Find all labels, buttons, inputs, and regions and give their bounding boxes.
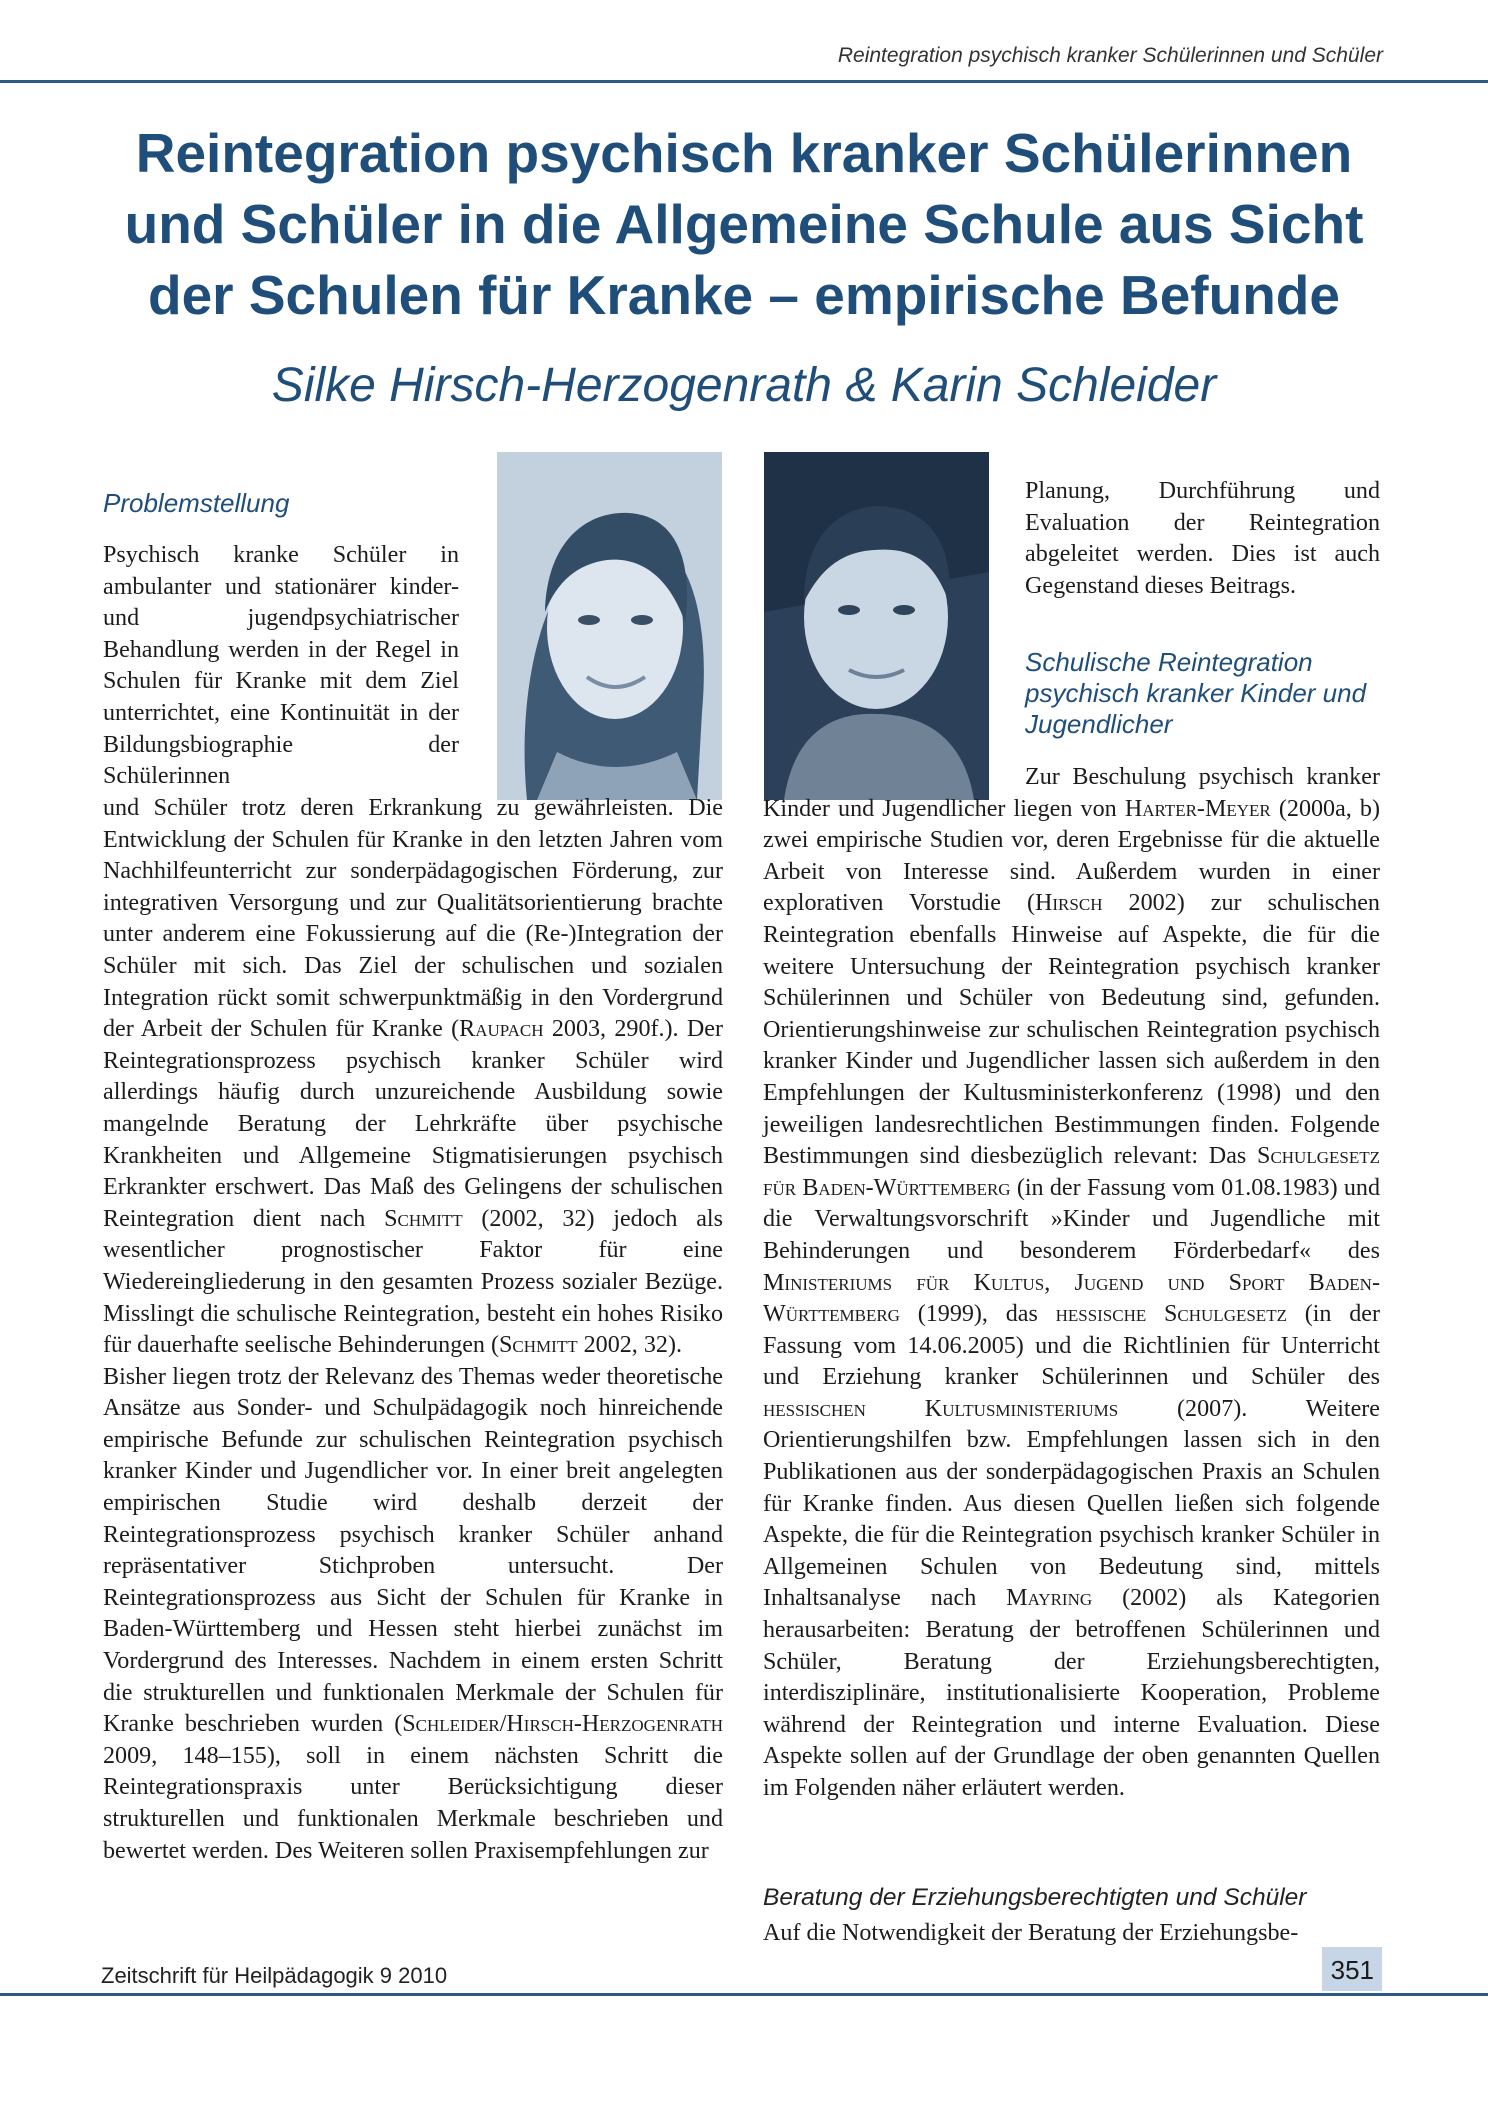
text-run: (2007). Weitere Orientierungshilfen bzw. Empfehlungen lassen sich in den Publikationen aus der sonderpädagogischen Praxis an Schulen für Kranke finden. Aus diesen Quellen ließen sich folgende Aspekte, die für die Reintegration psychisch kranker Schüler in Allgemeinen Schulen von Bedeutung sind, mittels Inhaltsanalyse nach <box>763 1395 1380 1612</box>
paragraph: Planung, Durchführung und Evaluation der Reintegration abgeleitet werden. Dies ist auch Gegenstand dieses Beitrags. <box>1025 478 1380 599</box>
section-heading-problemstellung: Problemstellung <box>103 488 290 518</box>
text-run: und Schüler trotz deren Erkrankung zu gewährleisten. Die Entwicklung der Schulen für Kranke in den letzten Jahren vom Nachhilfeunterricht zur sonderpädagogischen Förderung, zur integrativen Versorgung und zur Qualitätsorientierung brachte unter anderem eine Fokussierung auf die (Re-)Integration der Schüler mit sich. Das Ziel der schulischen und sozialen Integration rückt somit schwerpunktmäßig in den Vordergrund der Arbeit der Schulen für Kranke ( <box>103 795 723 1043</box>
title-line: der Schulen für Kranke – empirische Befunde <box>147 264 1340 326</box>
title-line: Reintegration psychisch kranker Schülerinnen <box>135 122 1353 184</box>
text-run: Bisher liegen trotz der Relevanz des Themas weder theoretische Ansätze aus Sonder- und Schulpädagogik noch hinreichende empirische Befunde zur schulischen Reintegration psychisch kranker Kinder und Jugendlicher vor. In einer breit angelegten empirischen Studie wird deshalb derzeit der Reintegrationsprozess psychisch kranker Schüler anhand repräsentativer Stichproben untersucht. Der Reintegrationsprozess aus Sicht der Schulen für Kranke in Baden-Württemberg und Hessen steht hierbei zunächst im Vordergrund des Interesses. Nachdem in einem ersten Schritt die strukturellen und funktionalen Merkmale der Schulen für Kranke beschrieben wurden ( <box>103 1363 723 1738</box>
text-run: (in der Fassung vom 14.06.2005) und die Richtlinien für Unterricht und Erziehung kranker Schülerinnen und Schüler des <box>763 1301 1380 1391</box>
author-photo-hirsch-herzogenrath <box>497 452 722 800</box>
citation: Mayring <box>1006 1585 1093 1612</box>
heading-line: Schulische Reintegration <box>1025 647 1313 677</box>
citation: Hirsch <box>1035 890 1103 917</box>
footer-rule <box>0 1993 1488 1996</box>
citation: Schmitt <box>499 1332 578 1359</box>
paragraph: Auf die Notwendigkeit der Beratung der Erziehungsbe- <box>763 1920 1299 1946</box>
paragraph <box>763 762 1380 1805</box>
heading-line: psychisch kranker Kinder und <box>1025 678 1367 708</box>
text-run: 2002) zur schulischen Reintegration ebenfalls Hinweise auf Aspekte, die für die weitere Untersuchung der Reintegration psychisch kranker Schülerinnen und Schüler von Bedeutung sind, gefunden. Orientierungshinweise zur schulischen Reintegration psychisch kranker Kinder und Jugendlicher lassen sich außerdem in den Empfehlungen der Kultusministerkonferenz (1998) und den jeweiligen landesrechtlichen Bestimmungen finden. Folgende Bestimmungen sind diesbezüglich relevant: Das <box>763 890 1380 1170</box>
citation: Harter-Meyer <box>1124 795 1271 822</box>
citation: hessische Schulgesetz <box>1055 1301 1287 1328</box>
text-run: (in der Fassung vom 01.08.1983) und die Verwaltungsvorschrift »Kinder und Jugendliche mit Behinderungen und besonderem Förderbedarf« des <box>763 1174 1380 1264</box>
text-run: (2002, 32) jedoch als wesentlicher prognostischer Faktor für eine Wiedereingliederung in den gesamten Prozess sozialer Bezüge. Misslingt die schulische Reintegration, besteht ein hohes Risiko für dauerhafte seelische Behinderungen ( <box>103 1205 724 1359</box>
citation: Schulgesetz für Baden-Württemberg <box>763 1143 1380 1201</box>
citation: Schleider/Hirsch-Herzogenrath <box>402 1711 723 1738</box>
paragraph <box>103 793 723 1362</box>
text-run: (2000a, b) zwei empirische Studien vor, deren Ergebnisse für die aktuelle Arbeit von Interesse sind. Außerdem wurden in einer explorativen Vorstudie ( <box>763 795 1381 917</box>
paragraph <box>103 1362 723 1868</box>
col2-last-line <box>763 1918 1380 1950</box>
running-head: Reintegration psychisch kranker Schülerinnen und Schüler <box>837 44 1383 67</box>
citation: Schmitt <box>384 1205 463 1232</box>
text-run: Zur Beschulung psychisch kranker Kinder und Jugendlicher liegen von <box>763 764 1380 822</box>
section-heading-schulische-reintegration <box>1025 647 1366 740</box>
title-line: und Schüler in die Allgemeine Schule aus Sicht <box>124 193 1364 255</box>
paragraph: Psychisch kranke Schüler in ambulanter und stationärer kinder- und jugendpsychiatrischer Behandlung werden in der Regel in Schulen für Kranke mit dem Ziel unterrichtet, eine Kontinuität in der Bildungsbiographie der Schülerinnen <box>103 542 459 790</box>
col1-main-text <box>103 793 723 1867</box>
col2-main-text <box>763 762 1380 1805</box>
text-run: 2002, 32). <box>577 1332 682 1359</box>
journal-footer: Zeitschrift für Heilpädagogik 9 2010 <box>101 1963 448 1988</box>
authors: Silke Hirsch-Herzogenrath & Karin Schleider <box>271 359 1217 412</box>
col1-intro-text <box>103 540 459 793</box>
text-run: 2003, 290f.). Der Reintegrationsprozess psychisch kranker Schüler wird allerdings häufig durch unzureichende Ausbildung sowie mangelnde Beratung der Lehrkräfte über psychische Krankheiten und Allgemeine Stigmatisierungen psychisch Erkrankter erschwert. Das Maß des Gelingens der schulischen Reintegration dient nach <box>103 1016 723 1232</box>
citation: Raupach <box>459 1016 544 1043</box>
author-photo-schleider <box>764 452 989 800</box>
text-run: (1999), das <box>899 1301 1056 1328</box>
text-run: 2009, 148–155), soll in einem nächsten Schritt die Reintegrationspraxis unter Berücksichtigung dieser strukturellen und funktionalen Merkmale beschrieben und bewertet werden. Des Weiteren sollen Praxisempfehlungen zur <box>103 1742 723 1864</box>
col2-intro-text <box>1025 476 1380 602</box>
page-number-box <box>1322 1947 1382 1991</box>
text-run: (2002) als Kategorien herausarbeiten: Beratung der betroffenen Schülerinnen und Schüler, Beratung der Erziehungsberechtigten, interdisziplinäre, institutionalisierte Kooperation, Probleme während der Reintegration und interne Evaluation. Diese Aspekte sollen auf der Grundlage der oben genannten Quellen im Folgenden näher erläutert werden. <box>763 1585 1380 1801</box>
citation: hessischen Kultusministeriums <box>763 1395 1119 1422</box>
heading-line: Jugendlicher <box>1025 709 1173 739</box>
citation: Ministeriums für Kultus, Jugend und Sport Baden-Württemberg <box>763 1269 1380 1328</box>
header-rule <box>0 80 1488 83</box>
page-number: 351 <box>1330 1955 1374 1985</box>
subheading-beratung: Beratung der Erziehungsberechtigten und Schüler <box>763 1884 1307 1911</box>
article-title <box>60 118 1428 331</box>
